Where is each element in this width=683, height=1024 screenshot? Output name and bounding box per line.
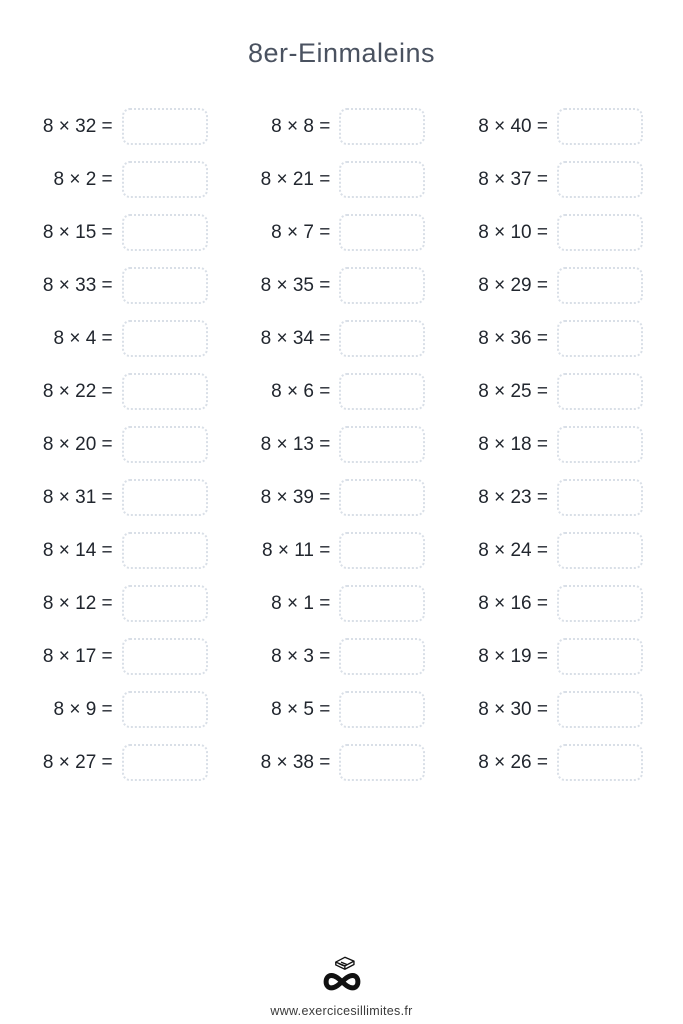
answer-input[interactable] <box>557 108 643 145</box>
problem-row <box>238 259 426 312</box>
problem-label: 8 × 23 = <box>478 486 548 508</box>
problem-label: 8 × 5 = <box>271 698 331 720</box>
problem-label: 8 × 22 = <box>42 380 113 402</box>
answer-input[interactable] <box>339 479 425 516</box>
answer-input[interactable] <box>339 373 425 410</box>
problem-row <box>238 630 426 683</box>
problem-row <box>20 153 208 206</box>
problem-label: 8 × 29 = <box>478 274 548 296</box>
footer <box>0 953 683 1018</box>
problem-row <box>20 259 208 312</box>
problem-row <box>20 206 208 259</box>
answer-input[interactable] <box>557 691 643 728</box>
problem-row <box>455 100 643 153</box>
answer-input[interactable] <box>557 479 643 516</box>
problem-row <box>455 153 643 206</box>
problem-label: 8 × 24 = <box>478 539 548 561</box>
problem-label: 8 × 39 = <box>260 486 331 508</box>
problem-label: 8 × 6 = <box>271 380 331 402</box>
problem-row <box>238 577 426 630</box>
answer-input[interactable] <box>339 638 425 675</box>
page-title: 8er-Einmaleins <box>247 38 436 68</box>
infinity-book-logo-icon <box>319 953 365 997</box>
problem-label: 8 × 25 = <box>478 380 548 402</box>
answer-input[interactable] <box>339 161 425 198</box>
problem-label: 8 × 16 = <box>478 592 548 614</box>
answer-input[interactable] <box>122 161 208 198</box>
problem-row <box>20 577 208 630</box>
problem-label: 8 × 9 = <box>53 698 113 720</box>
problem-row <box>455 471 643 524</box>
answer-input[interactable] <box>339 426 425 463</box>
problem-row <box>238 365 426 418</box>
answer-input[interactable] <box>122 267 208 304</box>
problem-row <box>20 312 208 365</box>
answer-input[interactable] <box>557 532 643 569</box>
problem-label: 8 × 36 = <box>478 327 548 349</box>
problem-row <box>20 736 208 789</box>
answer-input[interactable] <box>557 585 643 622</box>
answer-input[interactable] <box>557 744 643 781</box>
problem-row <box>238 524 426 577</box>
problem-row <box>20 524 208 577</box>
problem-row <box>238 471 426 524</box>
problem-label: 8 × 1 = <box>271 592 331 614</box>
problem-label: 8 × 37 = <box>478 168 548 190</box>
problem-row <box>455 683 643 736</box>
problem-row <box>20 471 208 524</box>
problem-row <box>20 683 208 736</box>
problem-row <box>455 736 643 789</box>
answer-input[interactable] <box>557 638 643 675</box>
answer-input[interactable] <box>339 108 425 145</box>
problem-label: 8 × 34 = <box>260 327 331 349</box>
problem-row <box>455 206 643 259</box>
problem-label: 8 × 38 = <box>260 751 331 773</box>
problem-row <box>20 418 208 471</box>
answer-input[interactable] <box>557 161 643 198</box>
answer-input[interactable] <box>339 744 425 781</box>
problem-row <box>455 418 643 471</box>
problem-row <box>455 365 643 418</box>
problem-row <box>455 577 643 630</box>
problem-label: 8 × 3 = <box>271 645 331 667</box>
answer-input[interactable] <box>122 214 208 251</box>
answer-input[interactable] <box>122 638 208 675</box>
answer-input[interactable] <box>339 532 425 569</box>
problem-row <box>238 736 426 789</box>
answer-input[interactable] <box>122 108 208 145</box>
problem-row <box>455 630 643 683</box>
problem-row <box>238 100 426 153</box>
answer-input[interactable] <box>557 426 643 463</box>
problem-row <box>238 206 426 259</box>
answer-input[interactable] <box>339 691 425 728</box>
answer-input[interactable] <box>557 214 643 251</box>
problem-label: 8 × 10 = <box>478 221 548 243</box>
footer-website-url: www.exercicesillimites.fr <box>270 1004 413 1018</box>
answer-input[interactable] <box>339 214 425 251</box>
problem-row <box>455 259 643 312</box>
problem-label: 8 × 20 = <box>42 433 113 455</box>
problem-label: 8 × 2 = <box>53 168 113 190</box>
answer-input[interactable] <box>557 320 643 357</box>
problem-label: 8 × 21 = <box>260 168 331 190</box>
problem-label: 8 × 32 = <box>42 115 113 137</box>
problem-label: 8 × 13 = <box>260 433 331 455</box>
problem-label: 8 × 17 = <box>42 645 113 667</box>
answer-input[interactable] <box>122 532 208 569</box>
problem-row <box>455 524 643 577</box>
answer-input[interactable] <box>122 744 208 781</box>
answer-input[interactable] <box>557 373 643 410</box>
problem-label: 8 × 30 = <box>478 698 548 720</box>
problem-row <box>238 683 426 736</box>
answer-input[interactable] <box>122 479 208 516</box>
problem-label: 8 × 33 = <box>42 274 113 296</box>
answer-input[interactable] <box>122 373 208 410</box>
problem-label: 8 × 11 = <box>262 539 331 561</box>
answer-input[interactable] <box>122 426 208 463</box>
problems-grid <box>20 100 643 789</box>
problem-label: 8 × 19 = <box>478 645 548 667</box>
answer-input[interactable] <box>122 585 208 622</box>
problem-label: 8 × 35 = <box>260 274 331 296</box>
problem-row <box>20 100 208 153</box>
problem-label: 8 × 15 = <box>42 221 113 243</box>
problem-row <box>238 312 426 365</box>
problem-row <box>20 630 208 683</box>
problem-label: 8 × 27 = <box>42 751 113 773</box>
answer-input[interactable] <box>557 267 643 304</box>
answer-input[interactable] <box>339 267 425 304</box>
answer-input[interactable] <box>122 320 208 357</box>
problem-label: 8 × 40 = <box>478 115 548 137</box>
problem-label: 8 × 14 = <box>42 539 113 561</box>
answer-input[interactable] <box>339 585 425 622</box>
problem-label: 8 × 18 = <box>478 433 548 455</box>
problem-label: 8 × 7 = <box>271 221 331 243</box>
problem-row <box>238 153 426 206</box>
answer-input[interactable] <box>339 320 425 357</box>
problem-row <box>238 418 426 471</box>
problem-row <box>455 312 643 365</box>
problem-label: 8 × 4 = <box>53 327 113 349</box>
problem-row <box>20 365 208 418</box>
problem-label: 8 × 12 = <box>42 592 113 614</box>
answer-input[interactable] <box>122 691 208 728</box>
problem-label: 8 × 8 = <box>271 115 331 137</box>
problem-label: 8 × 31 = <box>42 486 113 508</box>
problem-label: 8 × 26 = <box>478 751 548 773</box>
